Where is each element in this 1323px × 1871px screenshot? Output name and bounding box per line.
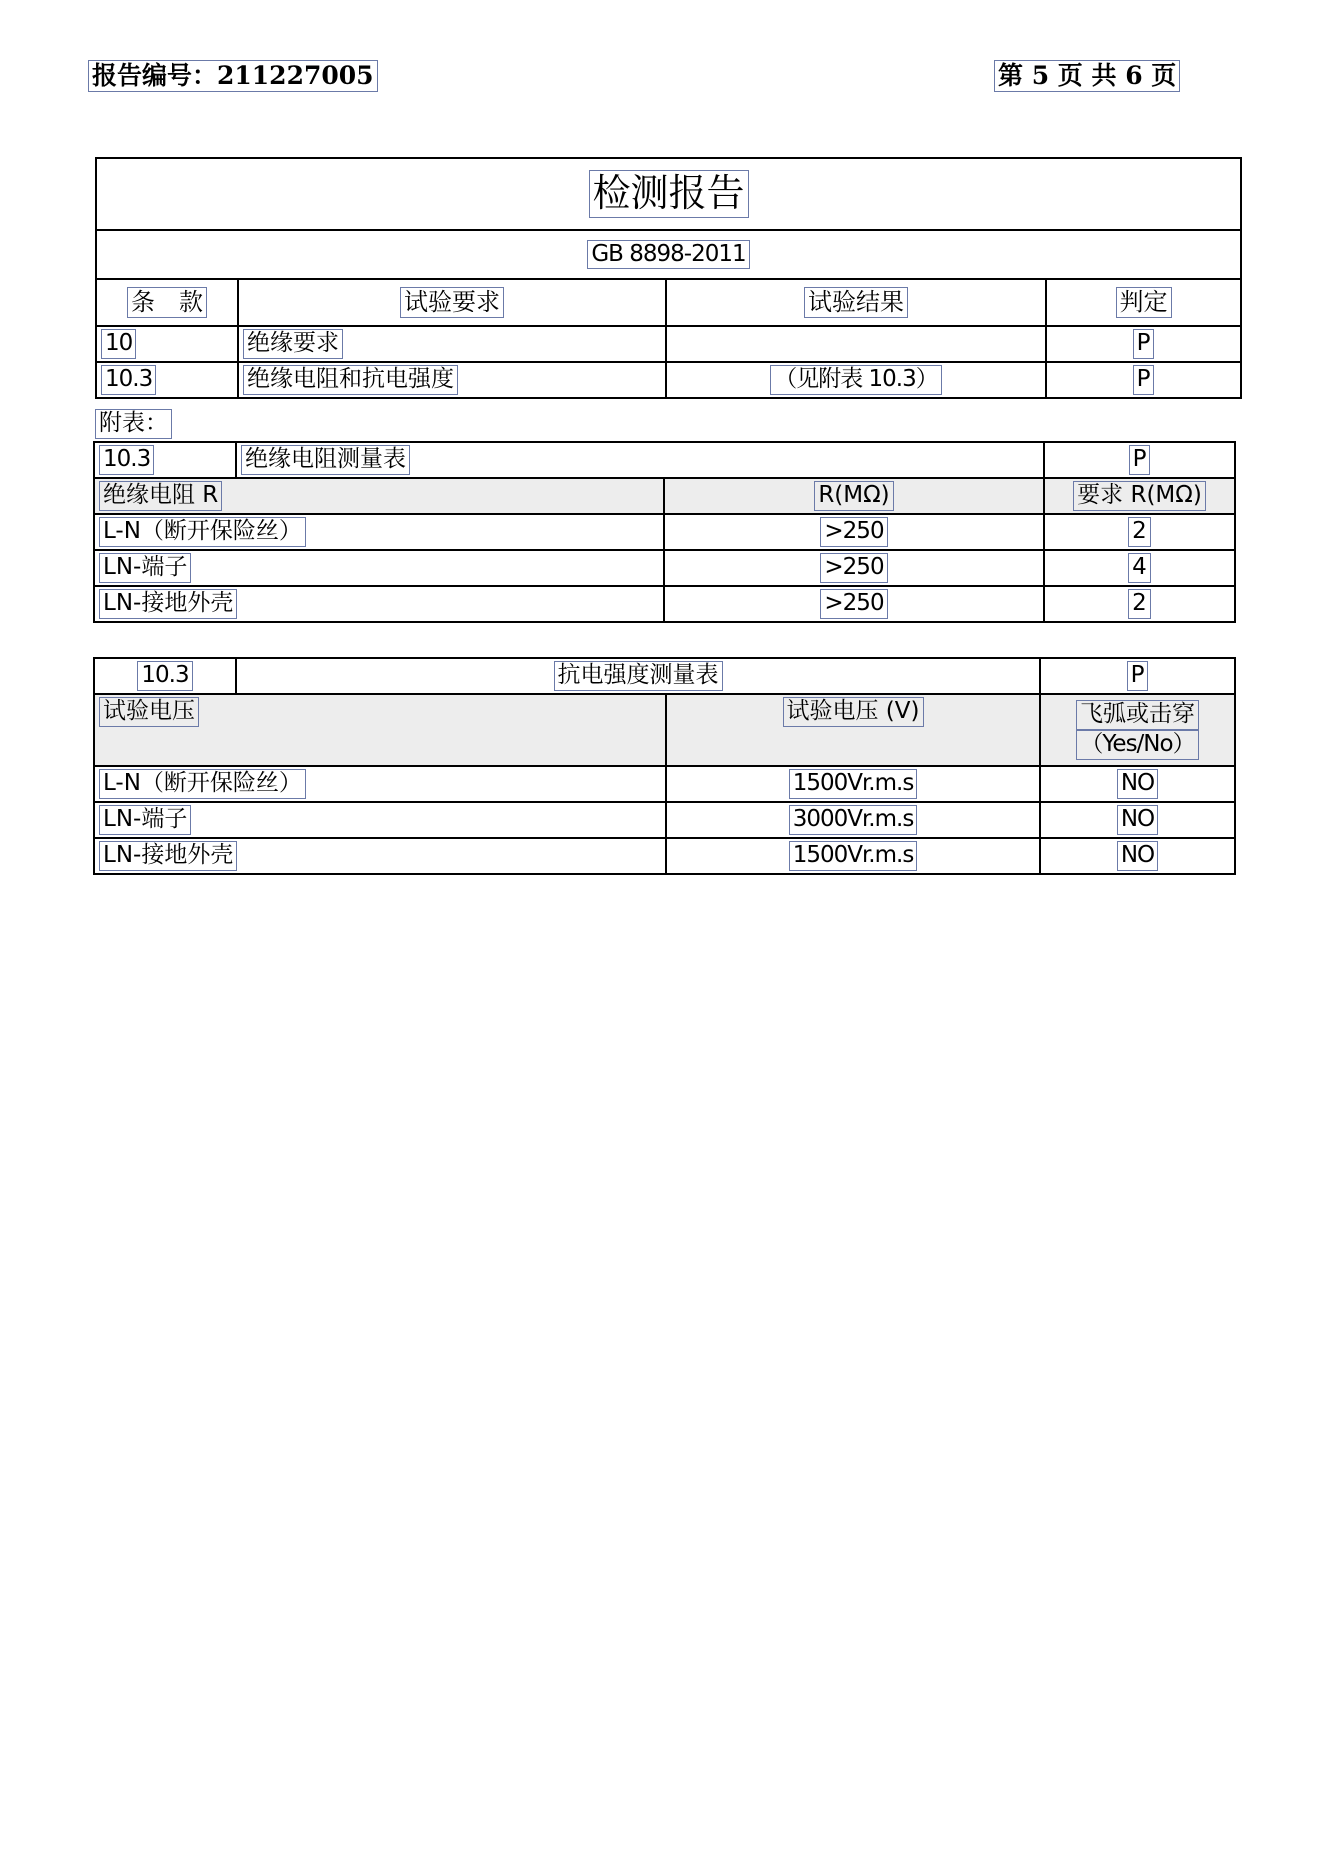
col-header-item: 绝缘电阻 R [94, 478, 664, 514]
col-header-clause: 条 款 [96, 279, 238, 326]
table-row [94, 802, 1235, 838]
electric-strength-table [93, 657, 1236, 875]
item-cell: LN-接地外壳 [94, 838, 666, 874]
table-row [94, 586, 1235, 622]
clause-cell: 10.3 [96, 362, 238, 398]
measured-cell: >250 [664, 550, 1044, 586]
col-header-required: 要求 R(MΩ) [1044, 478, 1235, 514]
table-row [94, 766, 1235, 802]
report-title: 检测报告 [589, 170, 749, 218]
table-title-cell [236, 658, 1040, 694]
report-table [95, 157, 1242, 399]
item-cell: L-N（断开保险丝） [94, 766, 666, 802]
required-cell: 2 [1044, 514, 1235, 550]
flashover-cell: NO [1040, 802, 1235, 838]
requirement-cell: 绝缘要求 [238, 326, 666, 362]
table-row [94, 514, 1235, 550]
measured-cell: >250 [664, 586, 1044, 622]
table-row [94, 838, 1235, 874]
report-number [88, 60, 378, 92]
verdict-cell: P [1046, 326, 1241, 362]
requirement-cell: 绝缘电阻和抗电强度 [238, 362, 666, 398]
page-indicator [994, 60, 1180, 92]
insulation-resistance-table [93, 441, 1236, 623]
clause-cell: 10 [96, 326, 238, 362]
col-header-verdict: 判定 [1046, 279, 1241, 326]
measured-cell: >250 [664, 514, 1044, 550]
col-header-result: 试验结果 [666, 279, 1046, 326]
voltage-cell: 1500Vr.m.s [666, 766, 1040, 802]
report-number-text: 报告编号：211227005 [88, 60, 378, 92]
col-header-voltage: 试验电压 (V) [666, 694, 1040, 766]
table-row [96, 326, 1241, 362]
col-header-flashover: 飞弧或击穿 （Yes/No） [1040, 694, 1235, 766]
voltage-cell: 1500Vr.m.s [666, 838, 1040, 874]
table-title-cell [236, 442, 1044, 478]
item-cell: LN-端子 [94, 550, 664, 586]
insulation-table-title: 绝缘电阻测量表 [241, 445, 410, 475]
verdict-cell: P [1040, 658, 1235, 694]
standard-code: GB 8898-2011 [587, 240, 749, 270]
flashover-cell: NO [1040, 766, 1235, 802]
item-cell: LN-接地外壳 [94, 586, 664, 622]
col-header-item: 试验电压 [94, 694, 666, 766]
report-title-cell [96, 158, 1241, 230]
result-cell [666, 326, 1046, 362]
required-cell: 2 [1044, 586, 1235, 622]
clause-cell: 10.3 [94, 442, 236, 478]
clause-cell: 10.3 [94, 658, 236, 694]
verdict-cell: P [1046, 362, 1241, 398]
page-indicator-text: 第 5 页 共 6 页 [994, 60, 1180, 92]
col-header-measured: R(MΩ) [664, 478, 1044, 514]
required-cell: 4 [1044, 550, 1235, 586]
flashover-cell: NO [1040, 838, 1235, 874]
result-cell: （见附表 10.3） [666, 362, 1046, 398]
col-header-requirement: 试验要求 [238, 279, 666, 326]
item-cell: LN-端子 [94, 802, 666, 838]
appendix-label: 附表： [95, 409, 172, 439]
voltage-cell: 3000Vr.m.s [666, 802, 1040, 838]
table-row [96, 362, 1241, 398]
standard-cell [96, 230, 1241, 279]
table-row [94, 550, 1235, 586]
hv-table-title: 抗电强度测量表 [554, 661, 723, 691]
verdict-cell: P [1044, 442, 1235, 478]
item-cell: L-N（断开保险丝） [94, 514, 664, 550]
